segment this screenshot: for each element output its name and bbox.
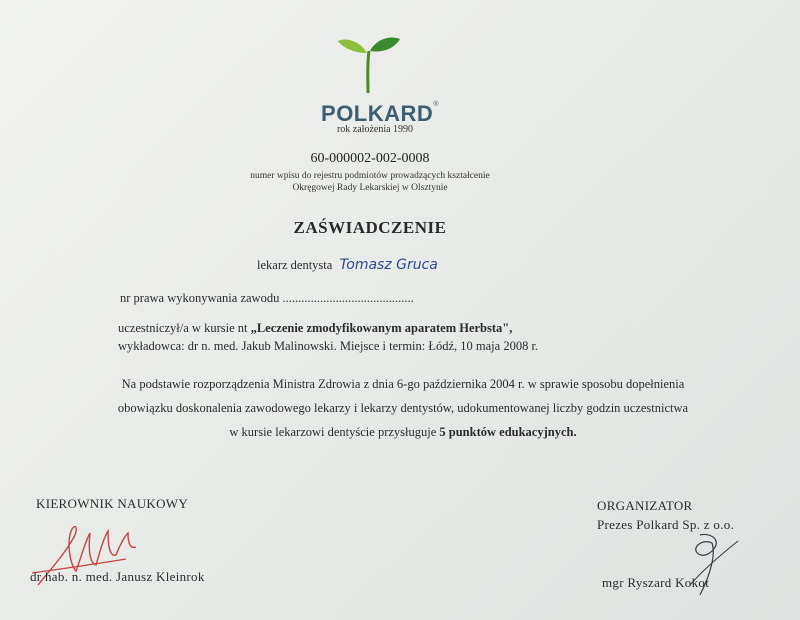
recipient-line: [257, 257, 438, 273]
right-handwritten-signature: [660, 525, 760, 605]
registry-number: 60-000002-002-0008: [310, 151, 430, 166]
document-title: ZAŚWIADCZENIE: [293, 218, 447, 237]
polkard-sprout-logo-icon: [334, 33, 404, 103]
right-signatory-title: Prezes Polkard Sp. z o.o.: [597, 517, 735, 532]
body-line-1: Na podstawie rozporządzenia Ministra Zdrowia z dnia 6-go października 2004 r. w sprawie sposobu dopełnienia: [121, 377, 685, 391]
founded-year: rok założenia 1990: [336, 124, 414, 135]
registry-description-line2: Okręgowej Rady Lekarskiej w Olsztynie: [292, 183, 448, 193]
license-label: nr prawa wykonywania zawodu: [120, 291, 280, 305]
license-line: [120, 291, 414, 306]
lecturer-line: wykładowca: dr n. med. Jakub Malinowski. Miejsce i termin: Łódź, 10 maja 2008 r.: [118, 339, 539, 353]
license-dots: ..........................................: [282, 291, 414, 305]
body-line-3: [38, 420, 768, 444]
left-signatory-role: KIEROWNIK NAUKOWY: [36, 496, 189, 511]
brand-name: POLKARD®: [321, 101, 439, 126]
recipient-name: Tomasz Gruca: [339, 257, 438, 273]
right-signatory-name: mgr Ryszard Kokot: [602, 575, 710, 590]
body-paragraph: [38, 372, 768, 444]
education-points: 5 punktów edukacyjnych.: [439, 425, 577, 439]
course-prefix: uczestniczył/a w kursie nt: [118, 321, 248, 335]
recipient-prefix: lekarz dentysta: [257, 258, 333, 272]
body-line-2: obowiązku doskonalenia zawodowego lekarzy i lekarzy dentystów, udokumentowanej liczby godzin uczestnictwa: [117, 401, 689, 415]
body-line-3-prefix: w kursie lekarzowi dentyście przysługuje: [229, 425, 437, 439]
course-line: [118, 321, 512, 336]
course-name: „Leczenie zmodyfikowanym aparatem Herbsta",: [250, 321, 513, 335]
registry-description-line1: numer wpisu do rejestru podmiotów prowadzących kształcenie: [250, 171, 490, 181]
left-signatory-name: dr hab. n. med. Janusz Kleinrok: [30, 569, 205, 584]
right-signatory-role: ORGANIZATOR: [597, 498, 693, 513]
